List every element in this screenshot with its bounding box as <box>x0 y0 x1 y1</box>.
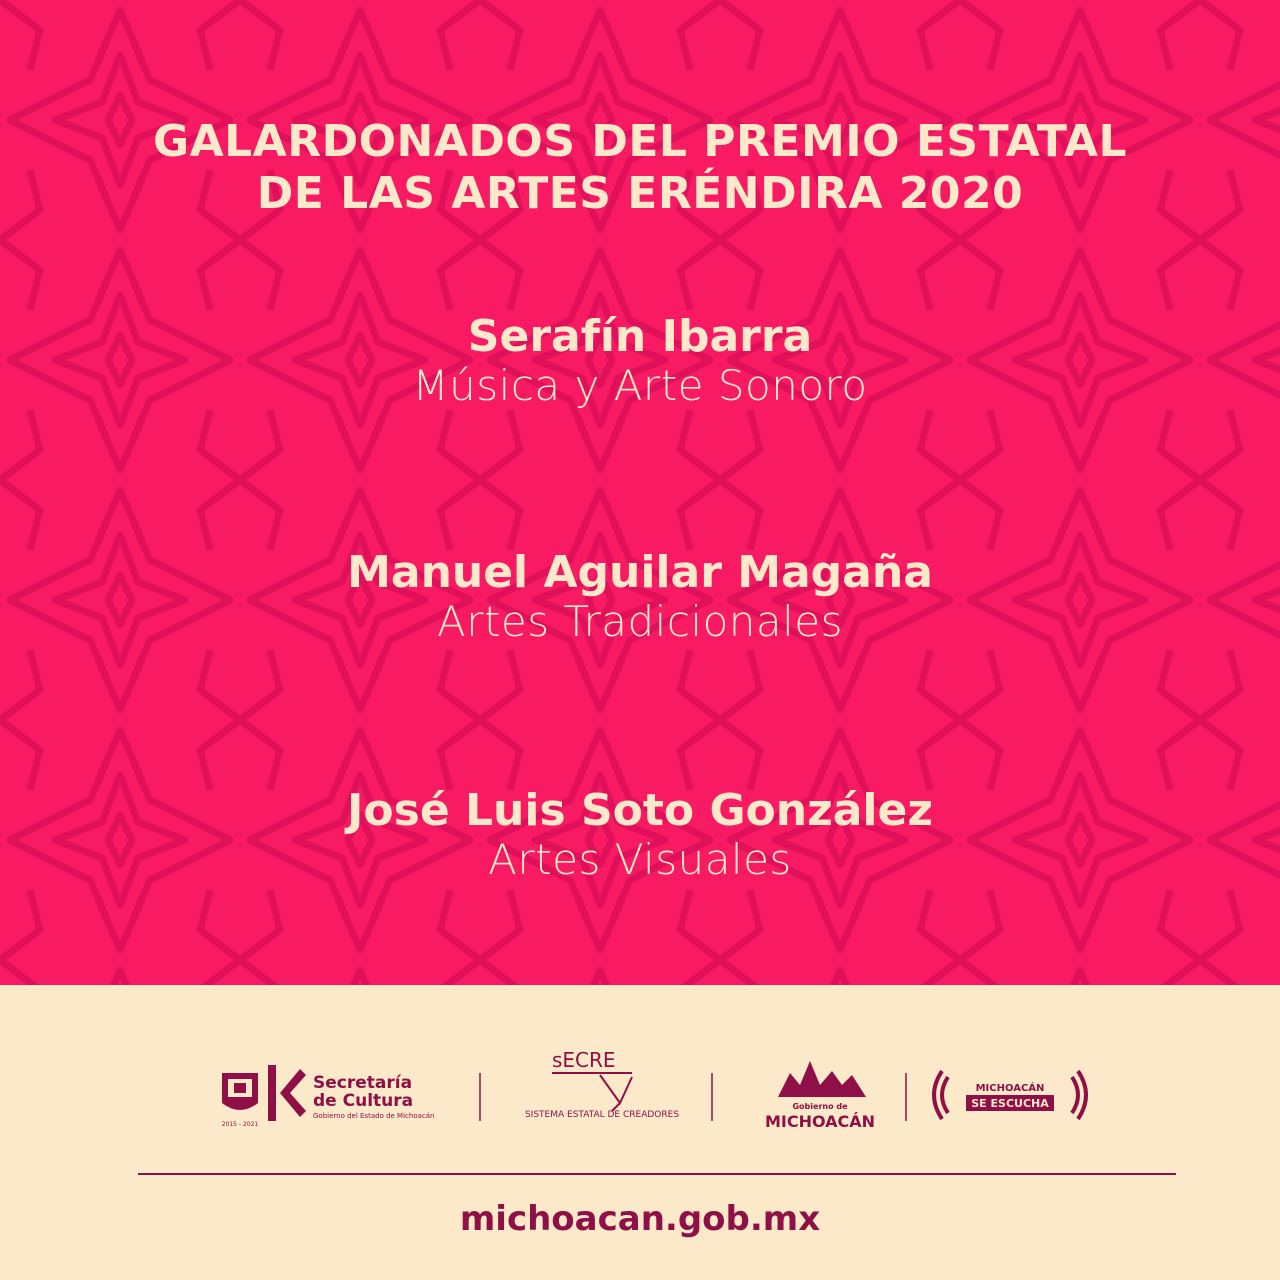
title-line-1: GALARDONADOS DEL PREMIO ESTATAL <box>152 116 1128 167</box>
gobierno-michoacan-logo <box>765 1061 875 1131</box>
gobierno-line-2: MICHOACÁN <box>764 1112 876 1131</box>
coat-years: 2015 - 2021 <box>221 1121 259 1128</box>
secrey-logo <box>525 1048 679 1120</box>
cultura-line-2: de Cultura <box>313 1091 414 1111</box>
cultura-k-icon <box>268 1065 306 1121</box>
footer-divider <box>138 1173 1176 1175</box>
secrey-sub: SISTEMA ESTATAL DE CREADORES <box>524 1110 680 1120</box>
title-line-2: DE LAS ARTES ERÉNDIRA 2020 <box>256 168 1024 219</box>
gobierno-line-1: Gobierno de <box>792 1102 848 1111</box>
escucha-line-2: SE ESCUCHA <box>971 1097 1049 1110</box>
winner-name: Serafín Ibarra <box>467 311 813 362</box>
winner-category: Música y Arte Sonoro <box>412 361 868 410</box>
winner-3 <box>0 786 1280 884</box>
logo-strip <box>0 985 1280 1145</box>
cultura-line-1: Secretaría <box>313 1073 413 1093</box>
michoacan-se-escucha-logo <box>934 1071 1086 1119</box>
escucha-line-1: MICHOACÁN <box>975 1083 1045 1094</box>
winner-2 <box>0 548 1280 646</box>
winner-category: Artes Tradicionales <box>436 597 844 646</box>
cultura-sub: Gobierno del Estado de Michoacán <box>313 1112 435 1120</box>
winner-name: Manuel Aguilar Magaña <box>347 547 933 598</box>
page-title <box>0 116 1280 220</box>
winner-category: Artes Visuales <box>488 835 792 884</box>
coat-of-arms-icon <box>222 1073 259 1128</box>
website-link[interactable]: michoacan.gob.mx <box>459 1199 821 1239</box>
secrey-mark: sECRE <box>552 1048 616 1072</box>
winner-name: José Luis Soto González <box>347 785 933 836</box>
winner-1 <box>0 312 1280 410</box>
footer <box>0 985 1280 1280</box>
